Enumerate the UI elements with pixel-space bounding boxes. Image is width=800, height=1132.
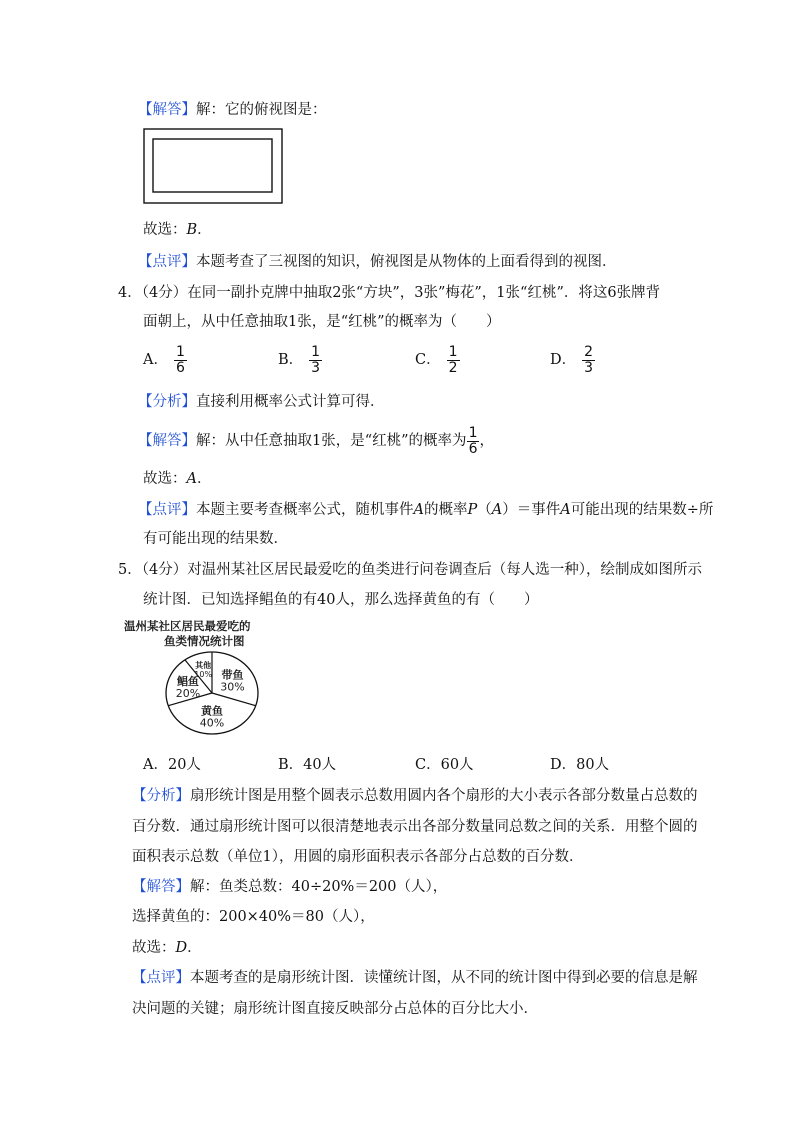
pie-slice-label: 其他 bbox=[195, 660, 212, 670]
q4-comment-line-2: 有可能出现的结果数． bbox=[143, 531, 288, 547]
answer-tag: 【解答】 bbox=[132, 879, 190, 895]
pie-chart bbox=[160, 648, 264, 738]
q5-option-d: D．80人 bbox=[550, 757, 610, 773]
q4-comment-text: 本题主要考查概率公式，随机事件A的概率P（A）＝事件A可能出现的结果数÷所 bbox=[196, 502, 714, 518]
q4-stem-line-2: 面朝上，从中任意抽取1张，是“红桃”的概率为（ ） bbox=[143, 314, 501, 330]
q5-choice: 故选：D． bbox=[132, 940, 202, 956]
q3-choice: 故选：B． bbox=[143, 222, 212, 238]
answer-tag: 【解答】 bbox=[138, 433, 196, 449]
numerator: 2 bbox=[584, 343, 594, 360]
q4-comment-line-1 bbox=[138, 500, 713, 520]
q5-answer-line-2: 选择黄鱼的：200×40%＝80（人）， bbox=[132, 909, 375, 925]
pie-slice-value: 10% bbox=[194, 669, 213, 679]
option-letter: A． bbox=[143, 352, 168, 368]
option-letter: C． bbox=[415, 352, 441, 368]
q5-stem-line-1: 5．（4分）对温州某社区居民最爱吃的鱼类进行问卷调查后（每人选一种），绘制成如图所示 bbox=[118, 562, 702, 578]
pie-slice-value: 40% bbox=[199, 716, 225, 730]
denominator: 6 bbox=[468, 440, 478, 457]
q4-option-c bbox=[415, 342, 460, 378]
q4-answer-text: 解：从中任意抽取1张，是“红桃”的概率为 bbox=[196, 433, 467, 449]
q4-options bbox=[0, 342, 800, 382]
answer-tag: 【解答】 bbox=[138, 102, 196, 118]
chart-title-line-1: 温州某社区居民最爱吃的 bbox=[124, 619, 251, 633]
q4-option-d bbox=[550, 342, 595, 378]
comment-tag: 【点评】 bbox=[138, 254, 196, 270]
q5-comment-line-2: 决问题的关键；扇形统计图直接反映部分占总体的百分比大小． bbox=[132, 1001, 538, 1017]
q4-analysis bbox=[138, 392, 385, 412]
inner-rectangle bbox=[153, 139, 272, 192]
q5-answer-text: 解：鱼类总数：40÷20%＝200（人）， bbox=[190, 879, 448, 895]
chart-title-line-2: 鱼类情况统计图 bbox=[164, 634, 245, 648]
q5-stem-line-2: 统计图．已知选择鲳鱼的有40人，那么选择黄鱼的有（ ） bbox=[143, 592, 539, 608]
q3-comment-text: 本题考查了三视图的知识，俯视图是从物体的上面看得到的视图． bbox=[196, 254, 617, 270]
pie-slice-label: 鲳鱼 bbox=[176, 675, 199, 689]
q5-comment-text: 本题考查的是扇形统计图．读懂统计图，从不同的统计图中得到必要的信息是解 bbox=[190, 970, 698, 986]
analysis-tag: 【分析】 bbox=[138, 394, 196, 410]
q5-answer-line-1 bbox=[132, 877, 447, 897]
q4-analysis-text: 直接利用概率公式计算可得． bbox=[196, 394, 385, 410]
denominator: 6 bbox=[175, 359, 185, 376]
q5-option-b: B．40人 bbox=[278, 757, 337, 773]
pie-slice-value: 20% bbox=[175, 687, 201, 701]
q4-option-b bbox=[278, 342, 322, 378]
denominator: 3 bbox=[311, 359, 321, 376]
pie-slice-label: 黄鱼 bbox=[201, 704, 223, 718]
analysis-tag: 【分析】 bbox=[132, 788, 190, 804]
pie-slice-value: 30% bbox=[220, 680, 245, 694]
q3-comment bbox=[138, 252, 617, 272]
numerator: 1 bbox=[468, 424, 478, 441]
q5-options bbox=[0, 755, 800, 777]
q4-stem-line-1: 4．（4分）在同一副扑克牌中抽取2张“方块”，3张”梅花”，1张“红桃”．将这6张牌背 bbox=[118, 285, 661, 301]
q4-option-a bbox=[143, 342, 187, 378]
q5-option-a: A．20人 bbox=[143, 757, 201, 773]
option-letter: B． bbox=[278, 352, 304, 368]
fraction bbox=[309, 345, 322, 376]
numerator: 1 bbox=[448, 343, 458, 360]
q5-analysis-line-1 bbox=[132, 786, 698, 806]
numerator: 1 bbox=[175, 343, 185, 360]
q5-option-c: C．60人 bbox=[415, 757, 474, 773]
numerator: 1 bbox=[311, 343, 321, 360]
q5-comment-line-1 bbox=[132, 968, 698, 988]
q5-analysis-line-2: 百分数．通过扇形统计图可以很清楚地表示出各部分数量同总数之间的关系．用整个圆的 bbox=[132, 819, 698, 835]
fraction bbox=[582, 345, 595, 376]
q3-answer-text: 解：它的俯视图是： bbox=[196, 102, 327, 118]
q4-choice: 故选：A． bbox=[143, 471, 212, 487]
answer-fraction bbox=[467, 426, 480, 457]
top-view-figure bbox=[143, 128, 283, 204]
denominator: 3 bbox=[584, 359, 594, 376]
q4-answer bbox=[138, 423, 494, 459]
q3-answer bbox=[138, 100, 327, 120]
fraction bbox=[174, 345, 187, 376]
option-letter: D． bbox=[550, 352, 577, 368]
denominator: 2 bbox=[448, 359, 458, 376]
comment-tag: 【点评】 bbox=[138, 502, 196, 518]
fraction bbox=[447, 345, 460, 376]
pie-slice-label: 带鱼 bbox=[221, 668, 244, 682]
comment-tag: 【点评】 bbox=[132, 970, 190, 986]
q5-analysis-line-3: 面积表示总数（单位1），用圆的扇形面积表示各部分占总数的百分数． bbox=[132, 849, 584, 865]
answer-tail: ， bbox=[479, 433, 494, 449]
q5-analysis-text: 扇形统计图是用整个圆表示总数用圆内各个扇形的大小表示各部分数量占总数的 bbox=[190, 788, 698, 804]
